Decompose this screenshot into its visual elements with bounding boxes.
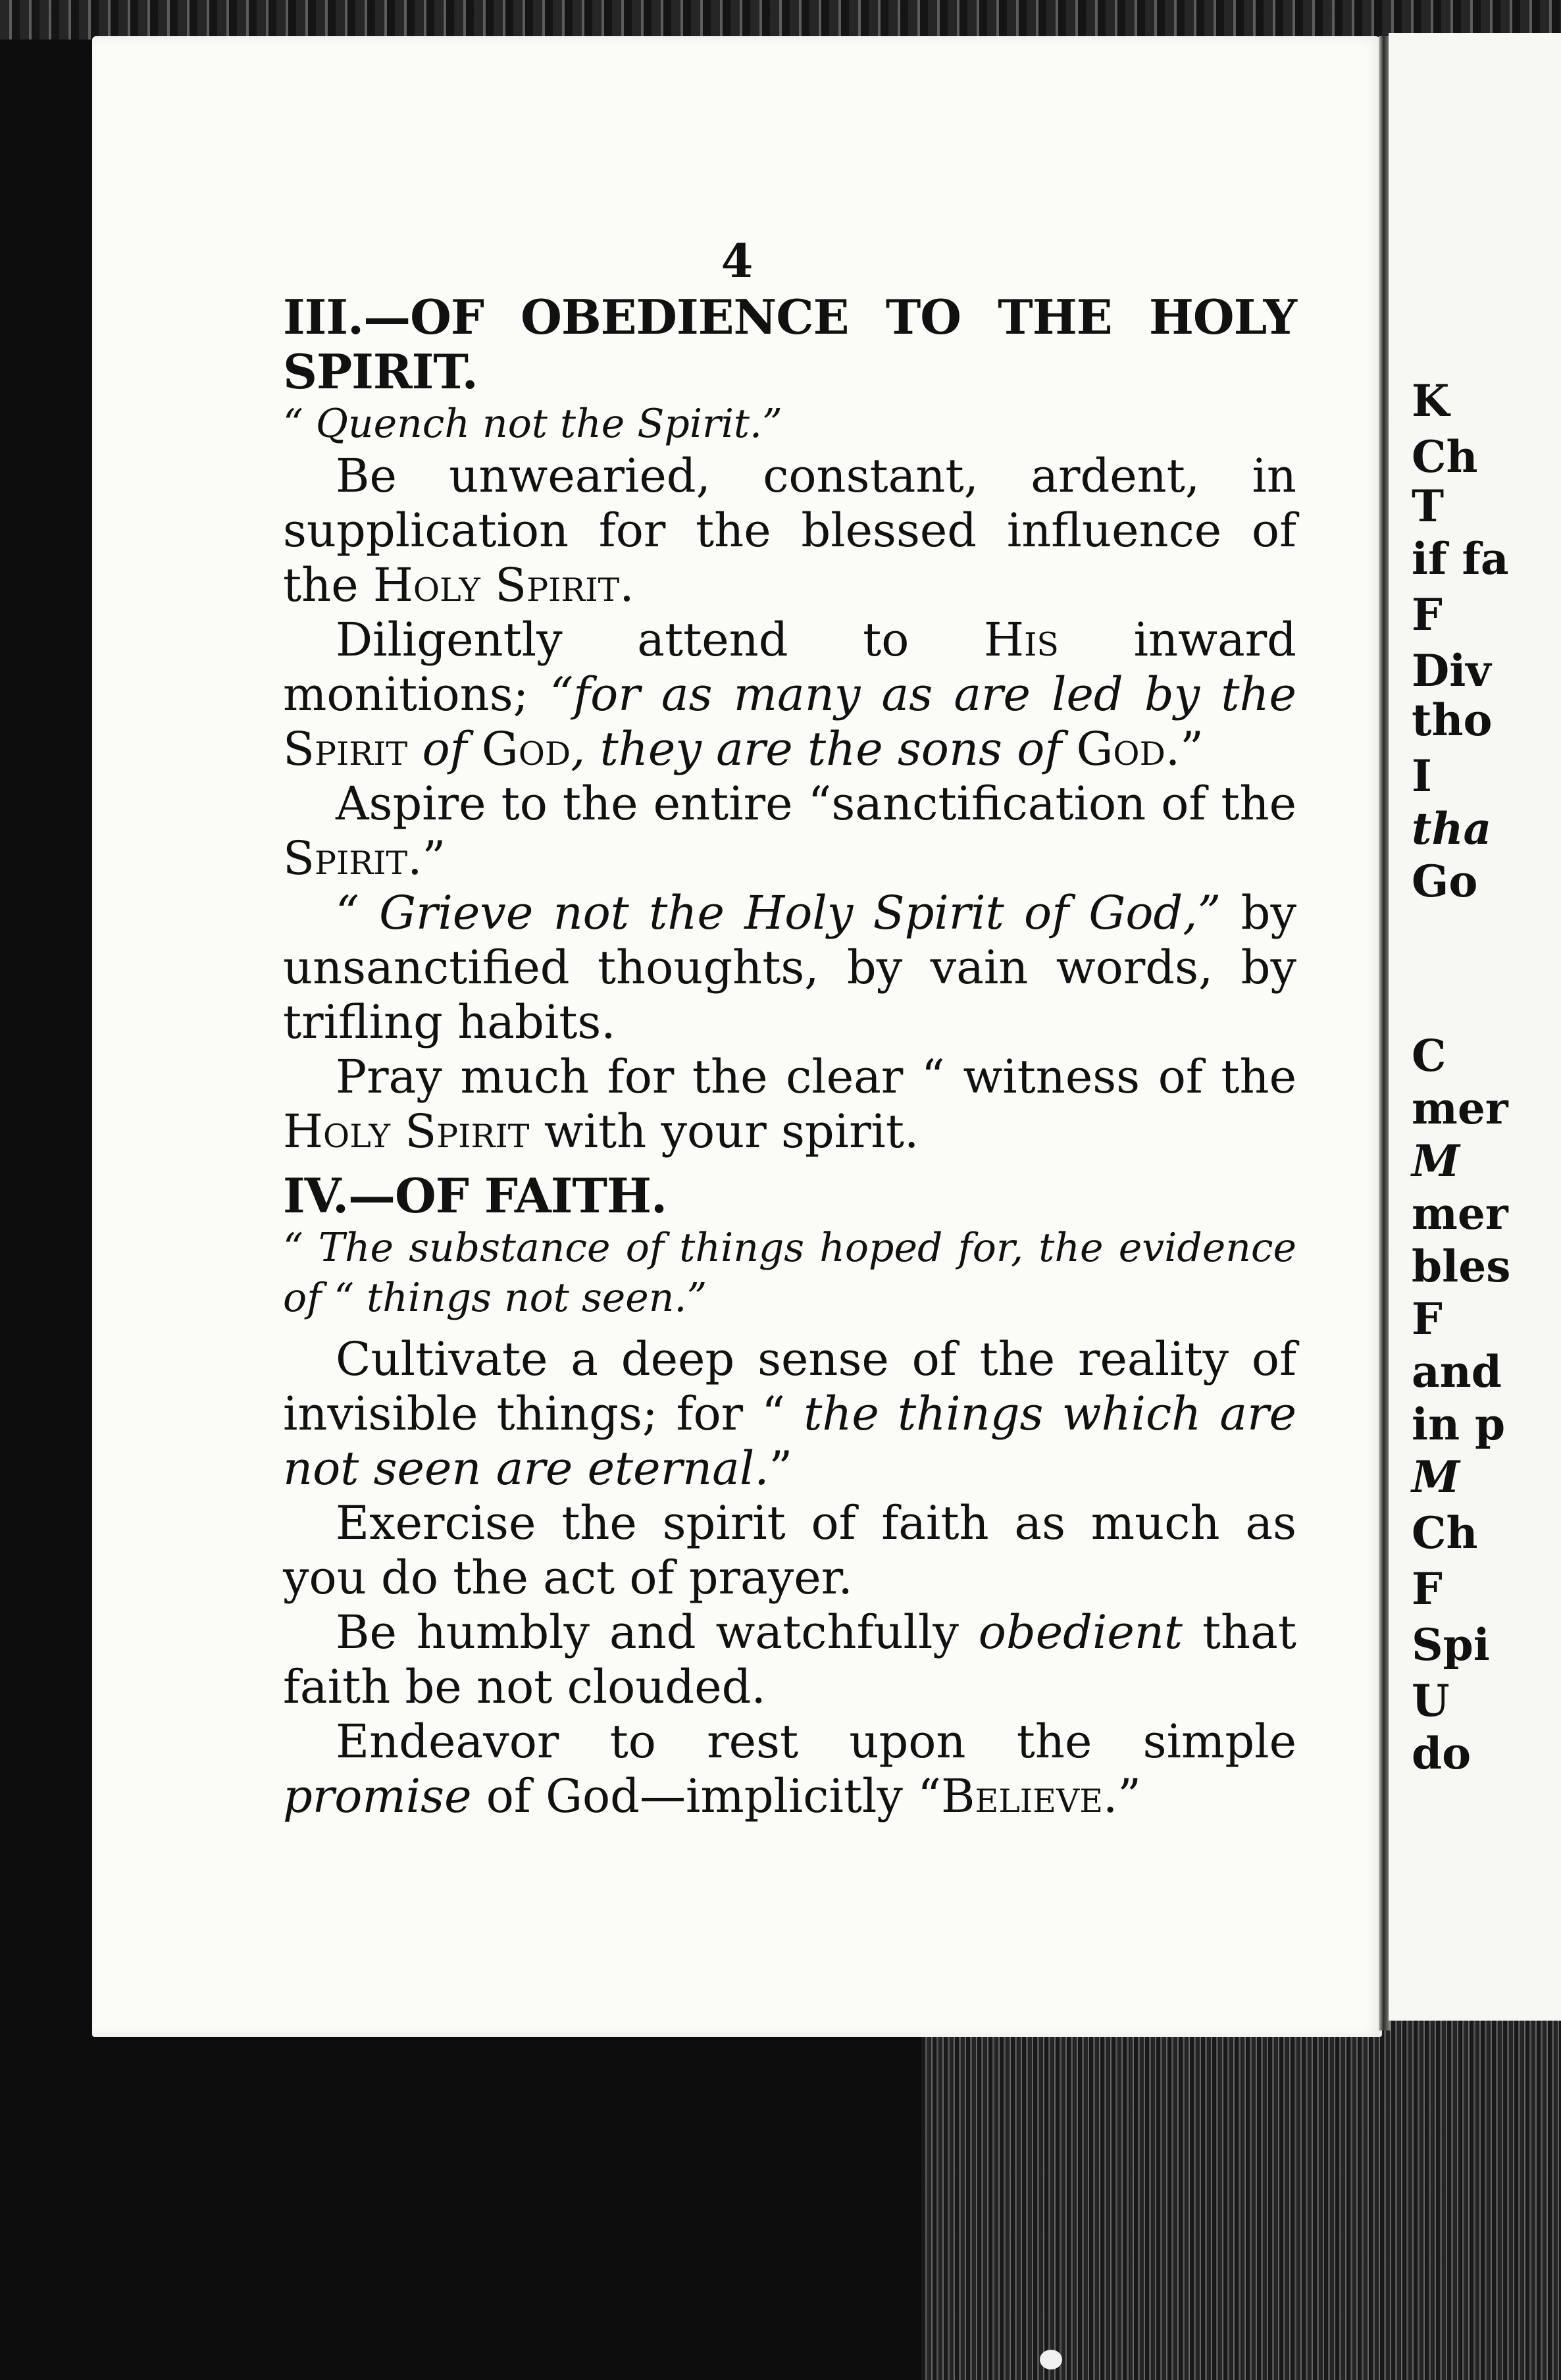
- paragraph-invisible-things: Cultivate a deep sense of the reality of invisible things; for “ the things which are not seen are eternal.”: [283, 1332, 1297, 1495]
- section-motto-obedience: “ Quench not the Spirit.”: [283, 401, 782, 447]
- paragraph-grieve: “ Grieve not the Holy Spirit of God,” by unsanctified thoughts, by vain words, by trifling habits.: [283, 886, 1296, 1049]
- section-heading-faith: IV.—OF FAITH.: [283, 1168, 667, 1224]
- right-fragment: in p: [1412, 1399, 1506, 1450]
- right-fragment: mer: [1412, 1188, 1508, 1239]
- right-fragment: U: [1412, 1675, 1450, 1726]
- section-motto-faith: “ The substance of things hoped for, the evidence of “ things not seen.”: [283, 1225, 1296, 1321]
- right-fragment: F: [1412, 589, 1443, 640]
- paragraph-obedient: Be humbly and watchfully obedient that faith be not clouded.: [283, 1605, 1296, 1714]
- paragraph-sanctification: Aspire to the entire “sanctification of the Spirit.”: [283, 777, 1296, 885]
- right-fragment: tha: [1412, 803, 1492, 854]
- section-heading-obedience: III.—OF OBEDIENCE TO THE HOLY SPIRIT.: [283, 289, 1296, 400]
- right-fragment: I: [1412, 750, 1432, 802]
- right-fragment: Spi: [1412, 1619, 1490, 1670]
- right-fragment: F: [1412, 1563, 1443, 1615]
- right-fragment: F: [1412, 1293, 1443, 1345]
- paragraph-monitions: Diligently attend to His inward monitions; “for as many as are led by the Spirit of God, they are the sons of God.”: [283, 613, 1296, 776]
- right-fragment: C: [1412, 1030, 1446, 1081]
- paragraph-spirit-of-faith: Exercise the spirit of faith as much as you do the act of prayer.: [283, 1496, 1296, 1605]
- right-fragment: Ch: [1412, 1507, 1478, 1559]
- scan-border-top: [0, 0, 1561, 39]
- right-fragment: M: [1412, 1451, 1460, 1503]
- right-fragment: K: [1412, 375, 1450, 427]
- right-fragment: M: [1412, 1135, 1460, 1187]
- right-fragment: Div: [1412, 645, 1491, 696]
- paragraph-promise: Endeavor to rest upon the simple promise of God—implicitly “Believe.”: [283, 1715, 1296, 1823]
- right-fragment: if fa: [1412, 533, 1509, 584]
- right-fragment: do: [1412, 1728, 1471, 1779]
- page-number: 4: [721, 234, 754, 288]
- right-fragment: Ch: [1412, 431, 1478, 482]
- page-body: [283, 290, 1296, 1824]
- right-fragment: tho: [1412, 694, 1493, 746]
- scan-hole-mark: [1040, 2350, 1062, 2369]
- paragraph-supplication: Be unwearied, constant, ardent, in supplication for the blessed influence of the Holy Spirit.: [283, 449, 1296, 612]
- right-fragment: bles: [1412, 1241, 1511, 1292]
- scan-border-bottom: [921, 2007, 1561, 2380]
- right-fragment: and: [1412, 1346, 1502, 1397]
- right-fragment: mer: [1412, 1083, 1508, 1134]
- right-fragment: Go: [1412, 856, 1478, 907]
- right-fragment: T: [1412, 480, 1445, 532]
- paragraph-witness: Pray much for the clear “ witness of the Holy Spirit with your spirit.: [283, 1050, 1296, 1158]
